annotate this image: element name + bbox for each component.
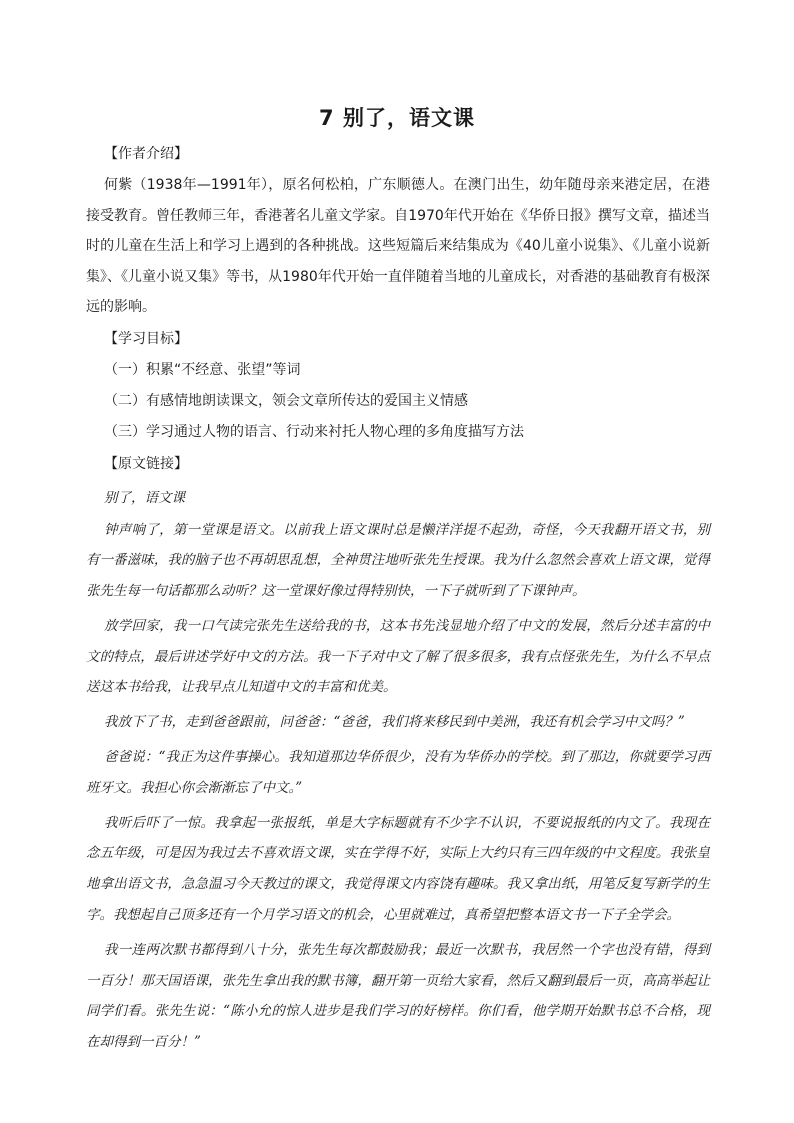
goal-item-3: （三）学习通过人物的语言、行动来衬托人物心理的多角度描写方法 (104, 423, 524, 440)
document-title: 7 别了，语文课 (319, 106, 475, 130)
original-text-heading: 【原文链接】 (104, 455, 188, 472)
story-paragraph-4: 爸爸说：“我正为这件事操心。我知道那边华侨很少，没有为华侨办的学校。到了那边，你就要学习西班牙文。我担心你会渐渐忘了中文。” (86, 749, 710, 796)
author-intro-paragraph: 何紫（1938年—1991年），原名何松柏，广东顺德人。在澳门出生，幼年随母亲来港定居，在港接受教育。曾任教师三年，香港著名儿童文学家。自1970年代开始在《华侨日报》撰写文章，描述当时的儿童在生活上和学习上遇到的各种挑战。这些短篇后来结集成为《40儿童小说集》、《儿童小说新集》、《儿童小说又集》等书，从1980年代开始一直伴随着当地的儿童成长，对香港的基础教育有极深远的影响。 (86, 177, 710, 315)
goal-item-1: （一）积累“不经意、张望”等词 (104, 361, 301, 378)
goals-heading: 【学习目标】 (104, 330, 188, 347)
story-paragraph-5: 我听后吓了一惊。我拿起一张报纸，单是大字标题就有不少字不认识，不要说报纸的内文了。我现在念五年级，可是因为我过去不喜欢语文课，实在学得不好，实际上大约只有三四年级的中文程度。我张皇地拿出语文书，急急温习今天教过的课文，我觉得课文内容饶有趣味。我又拿出纸，用笔反复写新学的生字。我想起自己顶多还有一个月学习语文的机会，心里就难过，真希望把整本语文书一下子全学会。 (86, 814, 710, 924)
story-paragraph-1: 钟声响了，第一堂课是语文。以前我上语文课时总是懒洋洋提不起劲，奇怪，今天我翻开语文书，别有一番滋味，我的脑子也不再胡思乱想，全神贯注地听张先生授课。我为什么忽然会喜欢上语文课，觉得张先生每一句话都那么动听？这一堂课好像过得特别快，一下子就听到了下课钟声。 (86, 521, 710, 600)
story-paragraph-3: 我放下了书，走到爸爸跟前，问爸爸：“爸爸，我们将来移民到中美洲，我还有机会学习中文吗？” (104, 714, 685, 731)
author-heading: 【作者介绍】 (104, 146, 188, 162)
story-paragraph-6: 我一连两次默书都得到八十分，张先生每次都鼓励我；最近一次默书，我居然一个字也没有错，得到一百分！那天国语课，张先生拿出我的默书簿，翻开第一页给大家看，然后又翻到最后一页，高高举起让同学们看。张先生说：“陈小允的惊人进步是我们学习的好榜样。你们看，他学期开始默书总不合格，现在却得到一百分！” (86, 941, 710, 1051)
document-content (86, 138, 710, 1062)
story-paragraph-2: 放学回家，我一口气读完张先生送给我的书，这本书先浅显地介绍了中文的发展，然后分述丰富的中文的特点，最后讲述学好中文的方法。我一下子对中文了解了很多很多，我有点怪张先生，为什么不早点送这本书给我，让我早点儿知道中文的丰富和优美。 (86, 617, 710, 696)
story-title: 别了，语文课 (104, 489, 185, 506)
goal-item-2: （二）有感情地朗读课文，领会文章所传达的爱国主义情感 (104, 392, 468, 409)
